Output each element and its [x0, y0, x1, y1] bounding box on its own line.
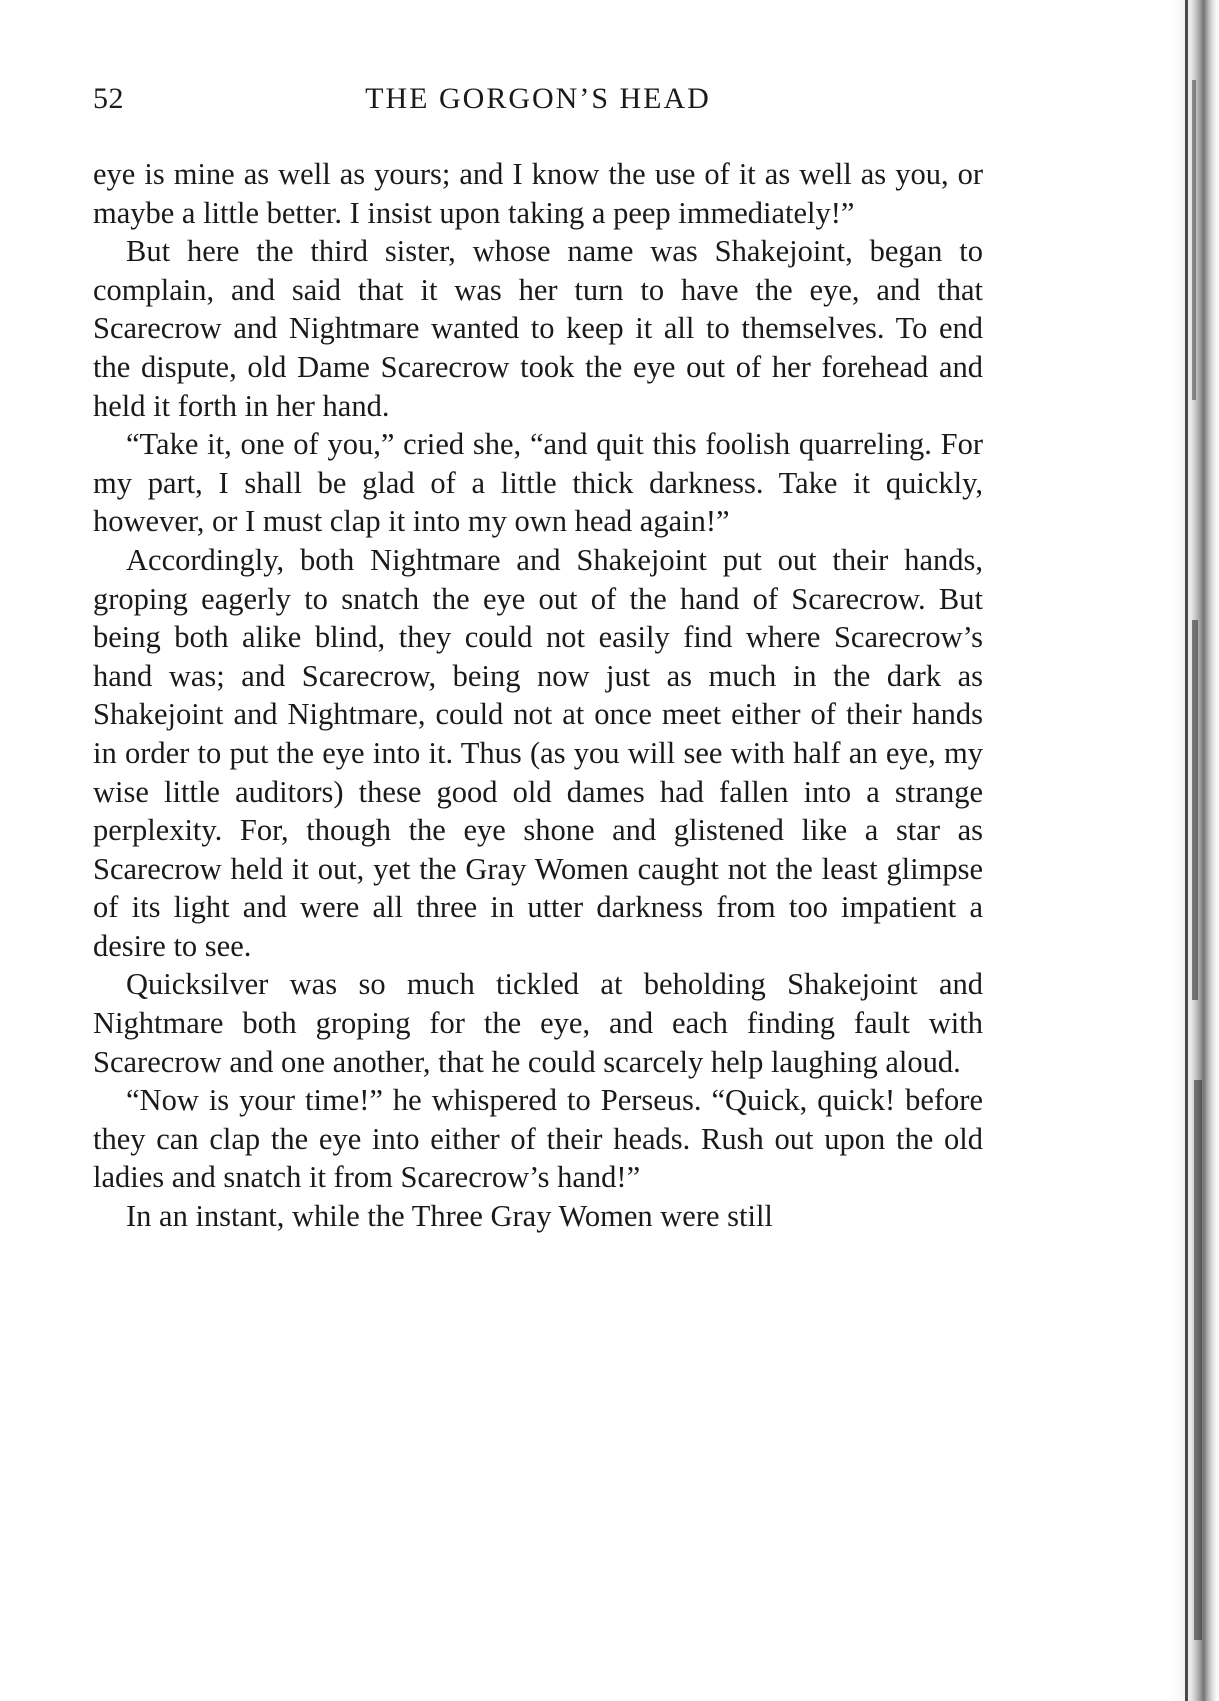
running-title: THE GORGON’S HEAD — [365, 82, 711, 115]
body-text — [93, 155, 983, 1236]
page-number: 52 — [93, 82, 124, 115]
page-header — [93, 82, 983, 122]
paragraph: “Now is your time!” he whispered to Perseus. “Quick, quick! before they can clap the eye into either of their heads. Rush out upon the old ladies and snatch it from Scarecrow’s hand!” — [93, 1083, 983, 1195]
paragraph: But here the third sister, whose name was Shakejoint, began to complain, and said that it was her turn to have the eye, and that Scarecrow and Nightmare wanted to keep it all to themselves. To end the dispute, old Dame Scarecrow took the eye out of her forehead and held it forth in her hand. — [93, 234, 983, 423]
binding-edge-shadow — [1168, 0, 1219, 1701]
paragraph: Quicksilver was so much tickled at beholding Shakejoint and Nightmare both groping for the eye, and each finding fault with Scarecrow and one another, that he could scarcely help laughing aloud. — [93, 967, 983, 1079]
paragraph: Accordingly, both Nightmare and Shakejoint put out their hands, groping eagerly to snatch the eye out of the hand of Scarecrow. But being both alike blind, they could not easily find where Scarecrow’s hand was; and Scarecrow, being now just as much in the dark as Shakejoint and Nightmare, could not at once meet either of their hands in order to put the eye into it. Thus (as you will see with half an eye, my wise little auditors) these good old dames had fallen into a strange perplexity. For, though the eye shone and glistened like a star as Scarecrow held it out, yet the Gray Women caught not the least glimpse of its light and were all three in utter darkness from too impatient a desire to see. — [93, 542, 983, 963]
paragraph-continuation: eye is mine as well as yours; and I know the use of it as well as you, or maybe a little better. I insist upon taking a peep immediately!” — [93, 157, 983, 230]
paragraph: “Take it, one of you,” cried she, “and quit this foolish quarreling. For my part, I shall be glad of a little thick darkness. Take it quickly, however, or I must clap it into my own head again!” — [93, 427, 983, 539]
paragraph-last: In an instant, while the Three Gray Women were still — [126, 1199, 773, 1234]
